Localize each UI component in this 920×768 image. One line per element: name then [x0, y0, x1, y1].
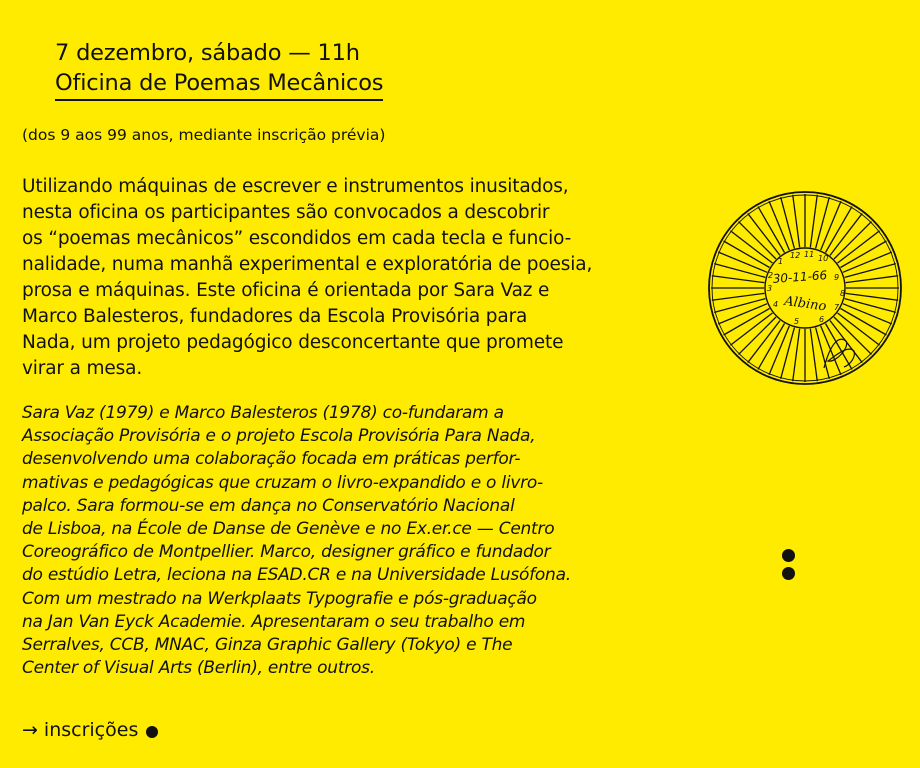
dial-ray [793, 329, 800, 382]
bio-line: Serralves, CCB, MNAC, Ginza Graphic Gallery (Tokyo) e The [22, 635, 513, 656]
description-line: prosa e máquinas. Este oficina é orientada por Sara Vaz e [22, 280, 550, 301]
dial-ray [810, 329, 817, 382]
registration-label: inscrições [43, 719, 139, 741]
svg-text:8: 8 [840, 289, 846, 298]
bio-line: desenvolvendo uma colaboração focada em práticas perfor- [22, 449, 521, 470]
svg-text:2: 2 [768, 271, 774, 280]
dial-ray [846, 276, 899, 283]
svg-text:11: 11 [804, 250, 815, 259]
bio-line: do estúdio Letra, leciona na ESAD.CR e na Universidade Lusófona. [22, 565, 571, 586]
dial-ray [712, 276, 765, 283]
dot-icon [146, 726, 158, 738]
bio-line: mativas e pedagógicas que cruzam o livro-expandido e o livro- [22, 472, 543, 493]
dial-ray [793, 195, 800, 248]
description-line: nalidade, numa manhã experimental e exploratória de poesia, [22, 254, 593, 275]
description-line: virar a mesa. [22, 358, 143, 379]
bio-line: palco. Sara formou-se em dança no Conservatório Nacional [22, 495, 515, 516]
facilitators-bio [22, 402, 682, 680]
svg-text:3: 3 [767, 284, 773, 293]
dial-ray [846, 293, 899, 300]
dial-ray [714, 299, 765, 313]
svg-text:5: 5 [794, 317, 800, 326]
bio-line: Center of Visual Arts (Berlin), entre outros. [22, 658, 375, 679]
dial-ray [748, 321, 780, 363]
description-line: Marco Balesteros, fundadores da Escola Provisória para [22, 306, 528, 327]
bio-line: Sara Vaz (1979) e Marco Balesteros (1978) co-fundaram a [22, 403, 504, 423]
rotary-dial-illustration-icon [700, 185, 910, 395]
dial-stamp-text: 30-11-66 [772, 268, 828, 286]
dial-ray [810, 195, 817, 248]
bio-line: na Jan Van Eyck Academie. Apresentaram o seu trabalho em [22, 611, 526, 632]
svg-text:12: 12 [790, 251, 801, 260]
description-line: os “poemas mecânicos” escondidos em cada tecla e funcio- [22, 228, 572, 249]
svg-text:4: 4 [773, 300, 779, 309]
dial-ray [816, 328, 830, 379]
dial-ray [845, 299, 896, 313]
dial-ray [712, 293, 765, 300]
bio-line: Com um mestrado na Werkplaats Typografie e pós-graduação [22, 588, 537, 609]
dial-ray [830, 213, 862, 255]
dot [782, 567, 795, 580]
bio-line: Associação Provisória e o projeto Escola Provisória Para Nada, [22, 426, 536, 447]
dial-signature-text: Albino [783, 293, 828, 315]
dial-ray [845, 264, 896, 278]
arrow-right-icon: → [22, 719, 38, 741]
dial-ray [838, 231, 880, 263]
dot [782, 549, 795, 562]
dial-ray [730, 313, 772, 345]
description-line: nesta oficina os participantes são convocados a descobrir [22, 202, 550, 223]
svg-text:10: 10 [818, 254, 829, 263]
svg-text:1: 1 [778, 257, 784, 266]
description-line: Nada, um projeto pedagógico desconcertante que promete [22, 332, 564, 353]
event-title-link[interactable]: Oficina de Poemas Mecânicos [55, 68, 383, 101]
svg-text:7: 7 [834, 303, 840, 312]
event-description [22, 174, 682, 382]
bio-line: de Lisboa, na École de Danse de Genève e no Ex.er.ce — Centro [22, 519, 555, 540]
description-line: Utilizando máquinas de escrever e instrumentos inusitados, [22, 176, 569, 197]
dial-ray [781, 197, 795, 248]
bio-line: Coreográfico de Montpellier. Marco, designer gráfico e fundador [22, 542, 551, 563]
dial-ray [730, 231, 772, 263]
more-vertical-icon[interactable] [782, 549, 796, 583]
age-note: (dos 9 aos 99 anos, mediante inscrição prévia) [22, 126, 386, 144]
dial-ray [781, 328, 795, 379]
dial-ray [748, 213, 780, 255]
svg-text:6: 6 [819, 315, 825, 324]
event-date: 7 dezembro, sábado — 11h [55, 40, 360, 66]
svg-text:9: 9 [834, 273, 840, 282]
event-header [55, 38, 383, 101]
dial-ray [714, 264, 765, 278]
dial-ray [816, 197, 830, 248]
registration-link[interactable] [22, 716, 158, 744]
